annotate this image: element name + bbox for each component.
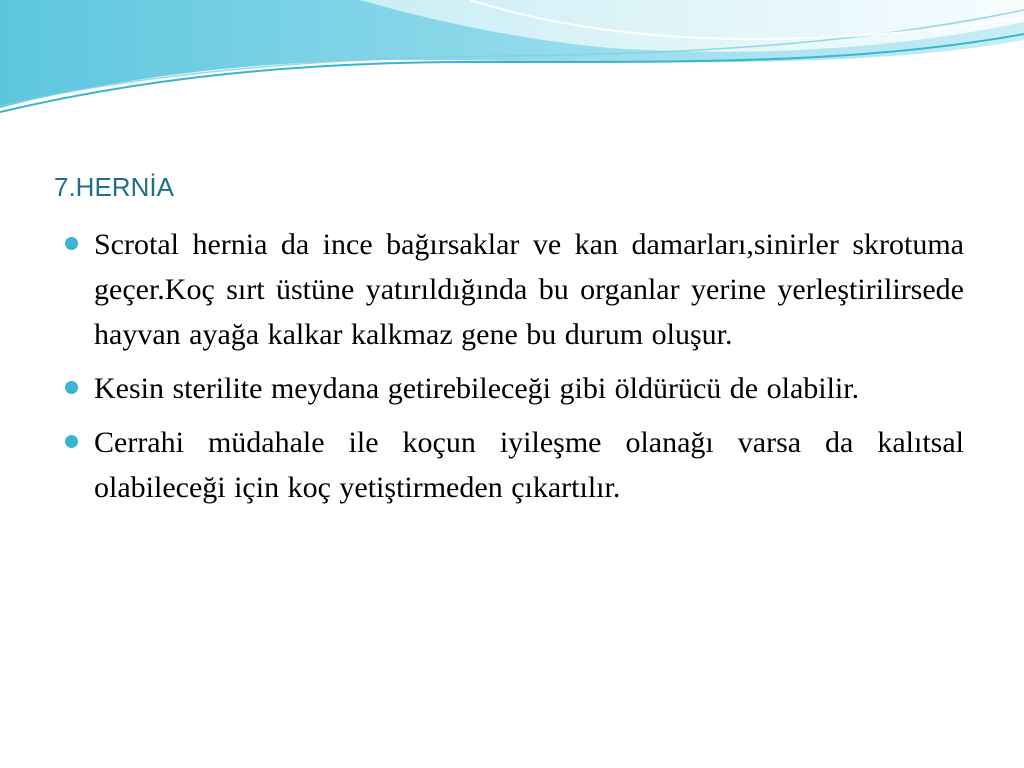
slide-title: 7.HERNİA — [54, 172, 174, 202]
wave-header-decoration — [0, 0, 1024, 130]
bullet-item — [94, 366, 964, 411]
bullet-item — [94, 222, 964, 357]
bullet-text: Kesin sterilite meydana getirebileceği gibi öldürücü de olabilir. — [94, 372, 860, 405]
bullet-item — [94, 420, 964, 510]
bullet-dot-icon — [65, 237, 78, 250]
bullet-dot-icon — [65, 381, 78, 394]
bullet-text: Cerrahi müdahale ile koçun iyileşme olanağı varsa da kalıtsal olabileceği için koç yetiştirmeden çıkartılır. — [94, 426, 964, 504]
bullet-dot-icon — [65, 435, 78, 448]
bullet-text: Scrotal hernia da ince bağırsaklar ve kan damarları,sinirler skrotuma geçer.Koç sırt üstüne yatırıldığında bu organlar yerine yerleştirilirsede hayvan ayağa kalkar kalkmaz gene bu durum oluşur. — [94, 228, 964, 351]
bullet-list — [94, 222, 964, 519]
